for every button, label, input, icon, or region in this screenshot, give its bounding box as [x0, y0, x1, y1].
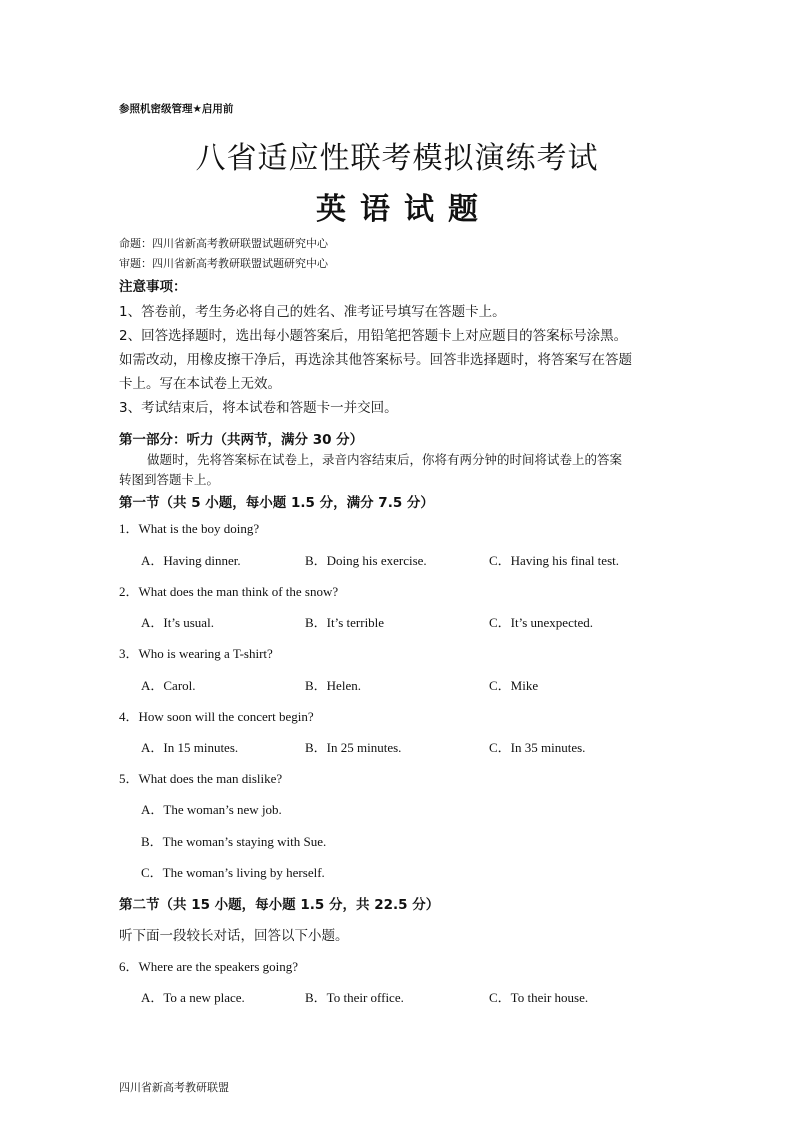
- page-footer: 四川省新高考教研联盟: [119, 1081, 229, 1094]
- question-6-option-c: C．To their house.: [489, 990, 589, 1005]
- section2-instr: 听下面一段较长对话，回答以下小题。: [119, 928, 349, 944]
- question-4-option-a: A．In 15 minutes.: [141, 740, 239, 755]
- notice-item-2-line-1: 2、回答选择题时，选出每小题答案后，用铅笔把答题卡上对应题目的答案标号涂黑。: [119, 328, 628, 344]
- part1-instr-line-1: 做题时，先将答案标在试卷上，录音内容结束后，你将有两分钟的时间将试卷上的答案: [147, 452, 623, 467]
- question-6-option-a: A．To a new place.: [141, 990, 245, 1005]
- exam-subtitle: 英语试题: [316, 192, 492, 227]
- question-5-option-a: A．The woman’s new job.: [141, 802, 282, 817]
- reviewer-line: 审题：四川省新高考教研联盟试题研究中心: [119, 257, 328, 270]
- exam-title: 八省适应性联考模拟演练考试: [195, 141, 599, 176]
- notice-item-2-line-2: 如需改动，用橡皮擦干净后，再选涂其他答案标号。回答非选择题时，将答案写在答题: [119, 352, 632, 368]
- question-3-option-c: C．Mike: [489, 678, 539, 693]
- notice-item-2-line-3: 卡上。写在本试卷上无效。: [119, 376, 281, 392]
- question-6: 6．Where are the speakers going?: [119, 959, 299, 974]
- notice-item-3: 3、考试结束后，将本试卷和答题卡一并交回。: [119, 400, 398, 416]
- confidential-label: 参照机密级管理★启用前: [119, 103, 234, 115]
- question-5: 5．What does the man dislike?: [119, 771, 283, 786]
- question-3-option-b: B．Helen.: [305, 678, 361, 693]
- question-6-option-b: B．To their office.: [305, 990, 404, 1005]
- question-4: 4．How soon will the concert begin?: [119, 709, 314, 724]
- question-3-option-a: A．Carol.: [141, 678, 196, 693]
- question-1: 1．What is the boy doing?: [119, 521, 260, 536]
- question-2-option-a: A．It’s usual.: [141, 615, 214, 630]
- question-2-option-b: B．It’s terrible: [305, 615, 385, 630]
- question-3: 3．Who is wearing a T-shirt?: [119, 646, 273, 661]
- question-2: 2．What does the man think of the snow?: [119, 584, 339, 599]
- section1-heading: 第一节（共 5 小题，每小题 1.5 分，满分 7.5 分）: [119, 495, 434, 511]
- question-4-option-b: B．In 25 minutes.: [305, 740, 402, 755]
- question-2-option-c: C．It’s unexpected.: [489, 615, 593, 630]
- question-1-option-a: A．Having dinner.: [141, 553, 241, 568]
- question-1-option-c: C．Having his final test.: [489, 553, 619, 568]
- question-5-option-c: C．The woman’s living by herself.: [141, 865, 325, 880]
- question-1-option-b: B．Doing his exercise.: [305, 553, 427, 568]
- author-line: 命题：四川省新高考教研联盟试题研究中心: [119, 237, 328, 250]
- notice-item-1: 1、答卷前，考生务必将自己的姓名、准考证号填写在答题卡上。: [119, 304, 506, 320]
- section2-heading: 第二节（共 15 小题，每小题 1.5 分，共 22.5 分）: [119, 897, 440, 913]
- notice-heading: 注意事项：: [119, 279, 187, 295]
- part1-instr-line-2: 转图到答题卡上。: [119, 472, 220, 487]
- part1-heading: 第一部分：听力（共两节，满分 30 分）: [119, 432, 364, 448]
- question-5-option-b: B．The woman’s staying with Sue.: [141, 834, 327, 849]
- question-4-option-c: C．In 35 minutes.: [489, 740, 586, 755]
